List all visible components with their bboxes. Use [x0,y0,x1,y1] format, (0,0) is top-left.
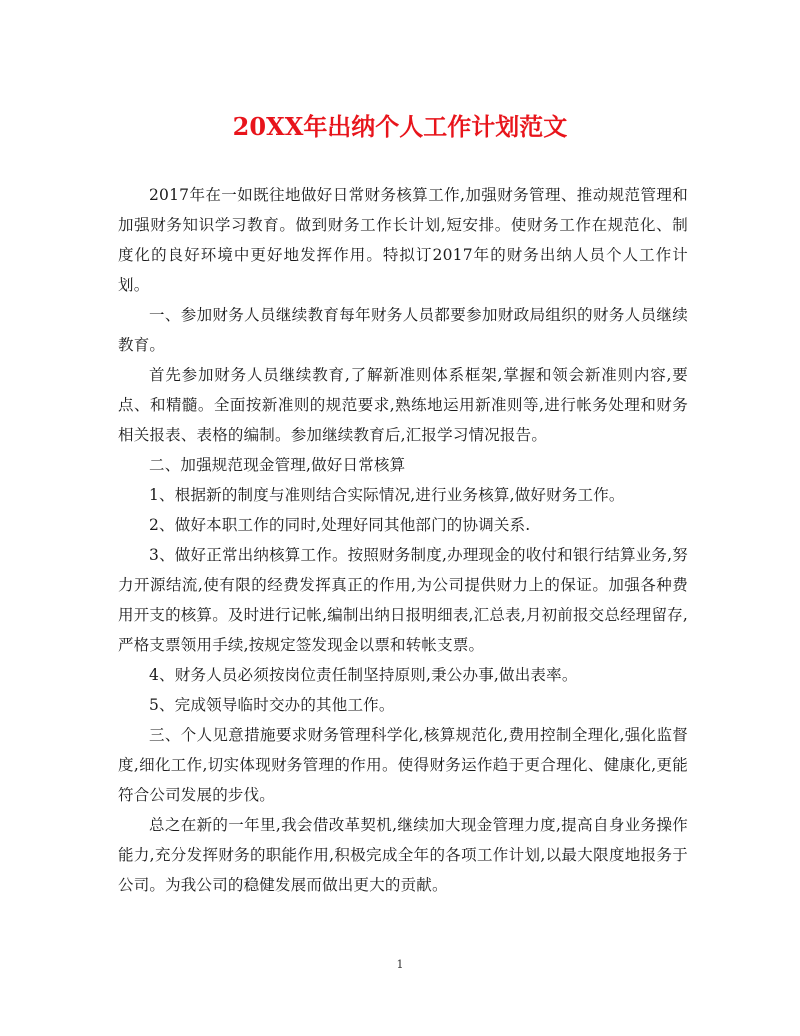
paragraph-item-1: 1、根据新的制度与准则结合实际情况,进行业务核算,做好财务工作。 [149,486,625,504]
paragraph-section-3: 三、个人见意措施要求财务管理科学化,核算规范化,费用控制全理化,强化监督度,细化工作,切实体现财务管理的作用。使得财务运作趋于更合理化、健康化,更能符合公司发展的步伐。 [118,726,688,804]
paragraph-conclusion: 总之在新的一年里,我会借改革契机,继续加大现金管理力度,提高自身业务操作能力,充分发挥财务的职能作用,积极完成全年的各项工作计划,以最大限度地报务于公司。为我公司的稳健发展而做出更大的贡献。 [118,816,688,894]
paragraph-item-2: 2、做好本职工作的同时,处理好同其他部门的协调关系. [149,516,531,534]
page-number: 1 [396,958,404,971]
paragraph-intro: 2017年在一如既往地做好日常财务核算工作,加强财务管理、推动规范管理和加强财务知识学习教育。做到财务工作长计划,短安排。使财务工作在规范化、制度化的良好环境中更好地发挥作用。特拟订2017年的财务出纳人员个人工作计划。 [118,186,688,294]
paragraph-section-1-body: 首先参加财务人员继续教育,了解新准则体系框架,掌握和领会新准则内容,要点、和精髓。全面按新准则的规范要求,熟练地运用新准则等,进行帐务处理和财务相关报表、表格的编制。参加继续教育后,汇报学习情况报告。 [118,366,688,444]
document-title: 20XX年出纳个人工作计划范文 [232,112,568,141]
paragraph-section-1-heading: 一、参加财务人员继续教育每年财务人员都要参加财政局组织的财务人员继续教育。 [118,306,688,354]
paragraph-item-5: 5、完成领导临时交办的其他工作。 [149,696,395,714]
paragraph-section-2-heading: 二、加强规范现金管理,做好日常核算 [149,456,406,474]
document-body [118,180,688,900]
paragraph-item-3: 3、做好正常出纳核算工作。按照财务制度,办理现金的收付和银行结算业务,努力开源结流,使有限的经费发挥真正的作用,为公司提供财力上的保证。加强各种费用开支的核算。及时进行记帐,编制出纳日报明细表,汇总表,月初前报交总经理留存,严格支票领用手续,按规定签发现金以票和转帐支票。 [118,546,689,654]
paragraph-item-4: 4、财务人员必须按岗位责任制坚持原则,秉公办事,做出表率。 [149,666,578,684]
